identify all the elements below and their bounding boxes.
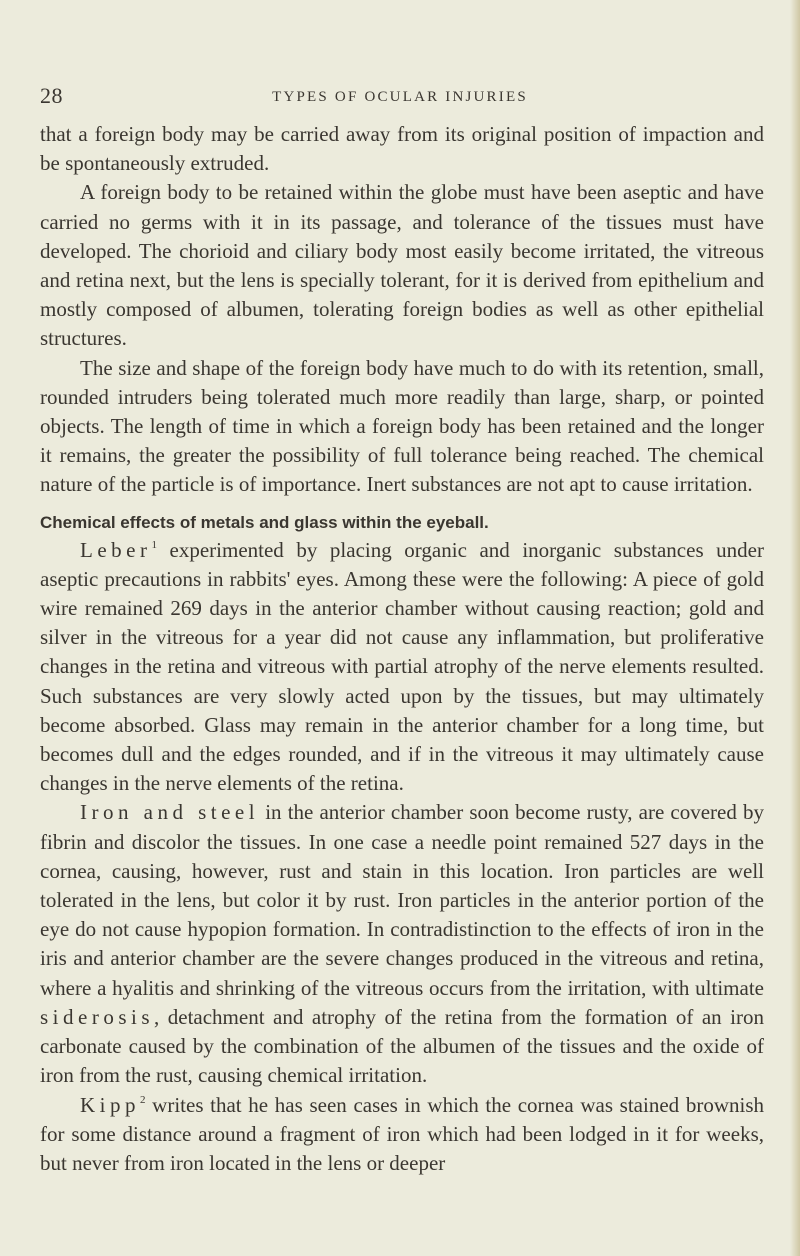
term-siderosis: siderosis (40, 1004, 154, 1029)
footnote-ref-2: 2 (140, 1093, 146, 1106)
paragraph-iron-text-b: , detachment and atrophy of the retina from the formation of an iron carbonate caused by the combination of the albumen of the tissues and the oxide of iron from the rust, causing chemical irritation. (40, 1004, 764, 1088)
author-name-kipp: Kipp (80, 1092, 140, 1117)
paragraph-2: A foreign body to be retained within the globe must have been aseptic and have carried no germs with it in its passage, and tolerance of the tissues must have developed. The chorioid and ciliary body most easily become irritated, the vitreous and retina next, but the lens is specially tolerant, for it is derived from epithelium and mostly composed of albumen, tolerating foreign bodies as well as other epithelial structures. (40, 180, 764, 351)
paragraph-iron-text-a: in the anterior chamber soon become rusty, are covered by fibrin and discolor the tissues. In one case a needle point remained 527 days in the cornea, causing, however, rust and stain in this location. Iron particles are well tolerated in the lens, but color it by rust. Iron particles in the anterior portion of the eye do not cause hypopion formation. In contradistinction to the effects of iron in the iris and anterior chamber are the severe changes produced in the vitreous and retina, where a hyalitis and shrinking of the vitreous occurs from the irritation, with ultimate (40, 800, 764, 1000)
paragraph-leber (40, 536, 764, 799)
page-number: 28 (40, 83, 63, 108)
page-edge-shadow (790, 0, 800, 1256)
paragraph-leber-text: experimented by placing organic and inorganic substances under aseptic precautions in rabbits' eyes. Among these were the following: A piece of gold wire remained 269 days in the anterior chamber without causing reaction; gold and silver in the vitreous for a year did not cause any inflammation, but proliferative changes in the retina and vitreous with partial atrophy of the nerve elements resulted. Such substances are very slowly acted upon by the tissues, but may ultimately become absorbed. Glass may remain in the anterior chamber for a long time, but becomes dull and the edges rounded, and if in the vitreous it may ultimately cause changes in the nerve elements of the retina. (40, 537, 764, 796)
term-iron-and-steel: Iron and steel (80, 800, 260, 825)
running-title: TYPES OF OCULAR INJURIES (272, 89, 528, 105)
author-name-leber: Leber (80, 537, 152, 562)
paragraph-1: that a foreign body may be carried away from its original position of impaction and be spontaneously extruded. (40, 122, 764, 176)
body-text (40, 120, 764, 1178)
paragraph-iron-steel (40, 798, 764, 1090)
section-heading: Chemical effects of metals and glass within the eyeball. (40, 512, 489, 532)
paragraph-kipp-text: writes that he has seen cases in which the cornea was stained brownish for some distance around a fragment of iron which had been lodged in it for weeks, but never from iron located in the lens or deeper (40, 1092, 764, 1175)
paragraph-3: The size and shape of the foreign body have much to do with its retention, small, rounded intruders being tolerated much more readily than large, sharp, or pointed objects. The length of time in which a foreign body has been retained and the longer it remains, the greater the possibility of full tolerance being reached. The chemical nature of the particle is of importance. Inert substances are not apt to cause irritation. (40, 355, 764, 497)
paragraph-kipp (40, 1091, 764, 1179)
footnote-ref-1: 1 (151, 538, 157, 551)
page-header (0, 84, 800, 108)
